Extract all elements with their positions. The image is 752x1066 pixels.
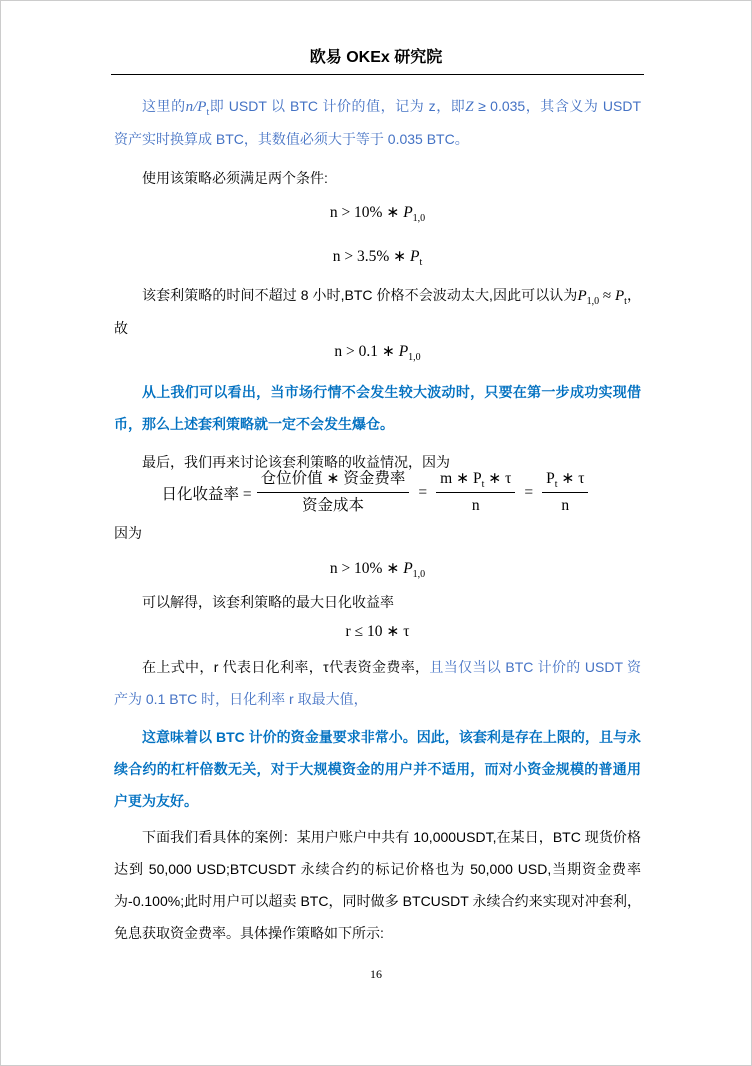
duration-gu: 故 — [114, 320, 128, 336]
formula-body: n > 10% ∗ — [329, 560, 404, 577]
intro-math-var: n/P — [185, 99, 207, 115]
explain-blue-text: 且当仅当以 BTC 计价的 USDT 资产为 0.1 BTC 时，日化利率 r 取最大值， — [114, 659, 641, 707]
formula-max-rate: r ≤ 10 ∗ τ — [345, 623, 410, 640]
paragraph-solve: 可以解得，该套利策略的最大日化收益率 — [142, 594, 394, 610]
numerator-post: ∗ τ — [484, 470, 512, 487]
formula-var-P: P — [403, 204, 413, 221]
formula-var-P: P — [403, 560, 413, 577]
formula-subscript: 1,0 — [408, 352, 421, 363]
intro-math-n-over-p — [185, 99, 210, 118]
paragraph-intro — [114, 90, 641, 155]
paragraph-explain — [114, 651, 641, 715]
formula-subscript: 1,0 — [412, 569, 426, 580]
formula-condition-2 — [114, 241, 641, 273]
duration-math-var: P — [577, 288, 587, 304]
fraction-denominator: n — [471, 497, 480, 514]
formula-var-P: P — [398, 343, 409, 360]
fraction-numerator — [542, 469, 588, 493]
fraction-position-value — [257, 469, 410, 516]
equals-sign: = — [524, 483, 534, 501]
fraction-pt-tau — [542, 469, 588, 516]
intro-math-z: Z — [465, 99, 474, 115]
duration-comma: ， — [626, 287, 642, 303]
formula-simplified — [114, 336, 641, 368]
intro-text-pre: 这里的 — [142, 98, 186, 114]
formula-body: n > 3.5% ∗ — [332, 248, 410, 265]
numerator-subscript: t — [481, 479, 485, 490]
formula-condition-1 — [114, 197, 641, 229]
formula-var-P: P — [410, 248, 420, 265]
fraction-denominator: n — [561, 497, 570, 514]
numerator-pre: P — [546, 470, 555, 487]
formula-body: n > 0.1 ∗ — [334, 343, 399, 360]
fraction-numerator: 仓位价值 ∗ 资金费率 — [257, 469, 410, 493]
numerator-subscript: t — [554, 479, 558, 490]
page-number: 16 — [370, 967, 382, 981]
header-divider — [111, 74, 644, 75]
paragraph-example: 下面我们看具体的案例：某用户账户中共有 10,000USDT,在某日，BTC 现货价格达到 50,000 USD;BTCUSDT 永续合约的标记价格也为 50,000 USD,当期资金费率为-0.100%;此时用户可以超卖 BTC，同时做多 BTCUSDT 永续合约来实现对冲套利，免息获取资金费率。具体操作策略如下所示: — [114, 829, 641, 941]
page-header-title: 欧易 OKEx 研究院 — [309, 49, 443, 66]
formula-subscript: t — [419, 257, 423, 268]
explain-black-text: 在上式中，r 代表日化利率，τ代表资金费率， — [142, 659, 430, 675]
formula-condition-1-repeat — [114, 553, 641, 585]
formula-subscript: 1,0 — [412, 213, 426, 224]
formula-daily-rate-inner — [162, 469, 594, 516]
duration-math-subscript: 1,0 — [586, 296, 600, 307]
fraction-m-pt-tau — [436, 469, 515, 516]
paragraph-conclusion-bold: 从上我们可以看出，当市场行情不会发生较大波动时，只要在第一步成功实现借币，那么上述套利策略就一定不会发生爆仓。 — [114, 384, 641, 432]
equals-sign: = — [418, 483, 428, 501]
paragraph-revenue-lead: 最后，我们再来讨论该套利策略的收益情况，因为 — [142, 454, 450, 470]
duration-text-pre: 该套利策略的时间不超过 8 小时,BTC 价格不会波动太大,因此可以认为 — [142, 287, 578, 303]
duration-math-subscript2: t — [624, 296, 627, 307]
fraction-numerator — [436, 469, 515, 493]
fraction-denominator: 资金成本 — [302, 497, 365, 514]
duration-math-pt — [614, 288, 627, 307]
duration-math-p10 — [577, 288, 600, 307]
intro-text-mid: 即 USDT 以 BTC 计价的值，记为 z，即 — [209, 98, 466, 114]
paragraph-duration — [114, 279, 641, 344]
formula-body: n > 10% ∗ — [329, 204, 404, 221]
numerator-pre: m ∗ P — [440, 470, 482, 487]
numerator-post: ∗ τ — [557, 470, 585, 487]
paragraph-conditions-lead: 使用该策略必须满足两个条件: — [142, 170, 328, 186]
paragraph-implication-bold: 这意味着以 BTC 计价的资金量要求非常小。因此，该套利是存在上限的，且与永续合约的杠杆倍数无关，对于大规模资金的用户并不适用，而对小资金规模的普通用户更为友好。 — [114, 729, 641, 809]
intro-text-tail: ≥ 0.035，其含义为 USDT 资产实时换算成 BTC，其数值必须大于等于 0.035 BTC。 — [114, 98, 642, 147]
paragraph-because: 因为 — [114, 525, 142, 541]
intro-math-subscript: t — [206, 107, 210, 118]
duration-math-var2: P — [614, 288, 625, 304]
rate-label: 日化收益率 = — [161, 485, 252, 503]
duration-approx: ≈ — [599, 288, 615, 304]
